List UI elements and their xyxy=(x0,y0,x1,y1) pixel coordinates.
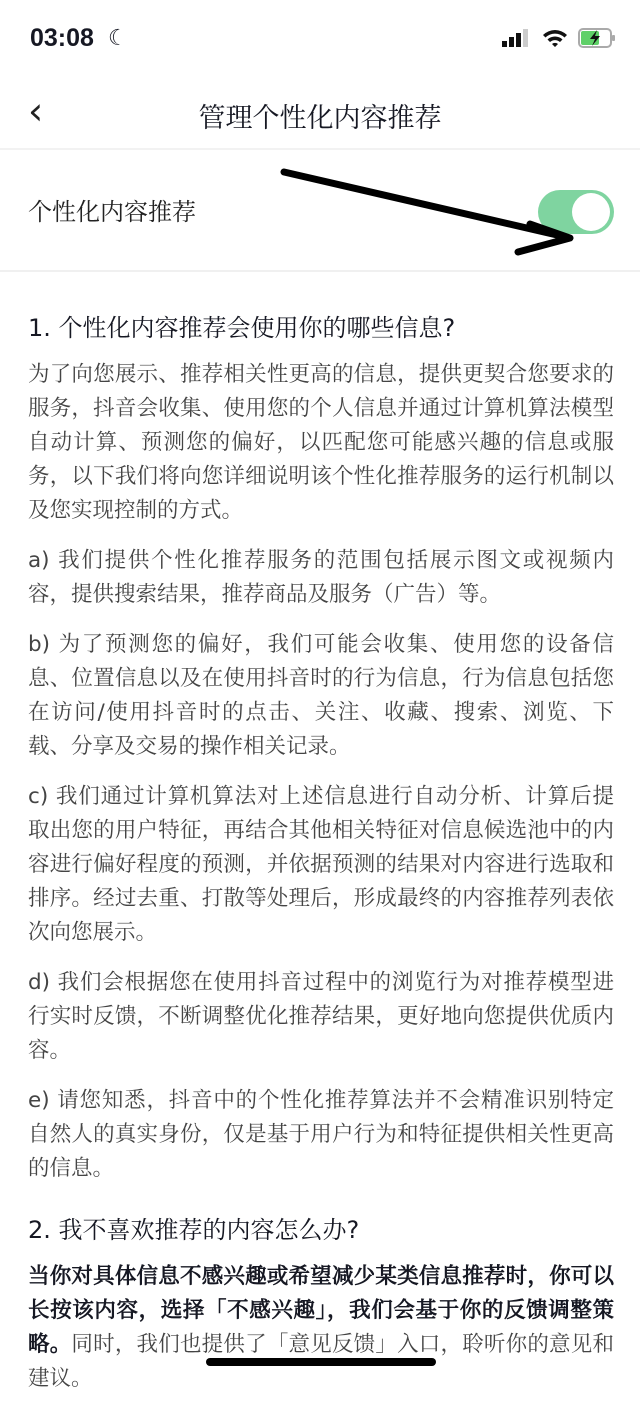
paragraph: b) 为了预测您的偏好，我们可能会收集、使用您的设备信息、位置信息以及在使用抖音时的行为信息，行为信息包括您在访问/使用抖音时的点击、关注、收藏、搜索、浏览、下载、分享及交易的操作相关记录。 xyxy=(28,632,614,759)
chevron-left-icon[interactable]: ‹ xyxy=(28,89,44,133)
wifi-icon xyxy=(542,28,568,48)
moon-icon: ☾ xyxy=(108,26,128,51)
page-title: 管理个性化内容推荐 xyxy=(198,103,442,134)
status-bar xyxy=(0,0,640,80)
paragraph: 为了向您展示、推荐相关性更高的信息，提供更契合您要求的服务，抖音会收集、使用您的个人信息并通过计算机算法模型自动计算、预测您的偏好，以匹配您可能感兴趣的信息或服务，以下我们将向您详细说明该个性化推荐服务的运行机制以及您实现控制的方式。 xyxy=(28,362,614,523)
content xyxy=(28,300,614,1412)
bold-text: 当你对具体信息不感兴趣或希望减少某类信息推荐时，你可以长按该内容，选择「不感兴趣」，我们会基于你的反馈调整策略。 xyxy=(28,1264,614,1357)
cellular-signal-icon xyxy=(502,29,532,47)
personalization-toggle[interactable] xyxy=(538,190,614,234)
paragraph: d) 我们会根据您在使用抖音过程中的浏览行为对推荐模型进行实时反馈，不断调整优化推荐结果，更好地向您提供优质内容。 xyxy=(28,970,614,1063)
paragraph xyxy=(28,1260,614,1396)
section-heading: 2. 我不喜欢推荐的内容怎么办? xyxy=(28,1216,360,1244)
status-time: 03:08 xyxy=(30,24,94,52)
battery-charging-icon xyxy=(578,28,616,48)
paragraph: a) 我们提供个性化推荐服务的范围包括展示图文或视频内容，提供搜索结果，推荐商品及服务（广告）等。 xyxy=(28,548,614,607)
section-heading: 1. 个性化内容推荐会使用你的哪些信息? xyxy=(28,314,456,342)
setting-label: 个性化内容推荐 xyxy=(28,198,196,226)
paragraph: c) 我们通过计算机算法对上述信息进行自动分析、计算后提取出您的用户特征，再结合其他相关特征对信息候选池中的内容进行偏好程度的预测，并依据预测的结果对内容进行选取和排序。经过去重、打散等处理后，形成最终的内容推荐列表依次向您展示。 xyxy=(28,784,614,945)
system-icons xyxy=(502,28,616,48)
toggle-knob xyxy=(572,193,610,231)
nav-bar xyxy=(0,80,640,150)
normal-text: 同时，我们也提供了「意见反馈」入口，聆听你的意见和建议。 xyxy=(28,1332,614,1391)
paragraph: e) 请您知悉，抖音中的个性化推荐算法并不会精准识别特定自然人的真实身份，仅是基于用户行为和特征提供相关性更高的信息。 xyxy=(28,1088,614,1181)
